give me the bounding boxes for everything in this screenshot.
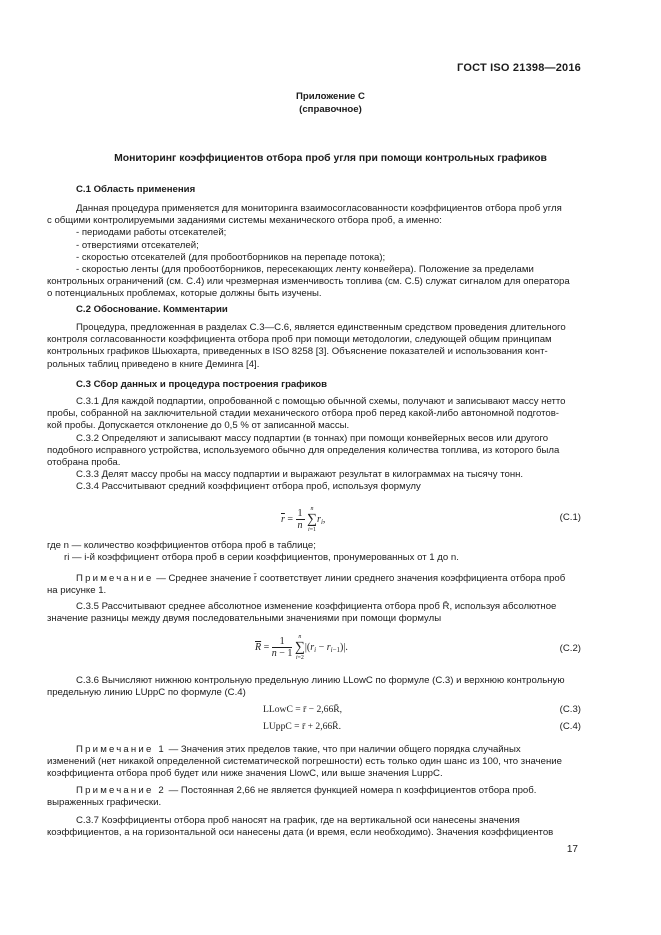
clause-c31 bbox=[47, 396, 583, 494]
note-2-text: — Постоянная 2,66 не является функцией номера n коэффициентов отбора проб. bbox=[165, 785, 537, 796]
annex-subtitle: (справочное) bbox=[299, 104, 362, 115]
text-line: С.3.7 Коэффициенты отбора проб наносят на график, где на вертикальной оси нанесены значения bbox=[76, 815, 520, 826]
text-line: с общими контролируемыми заданиями системы механического отбора проб, а именно: bbox=[47, 215, 442, 227]
equation-c3: LLowC = r̄ − 2,66R̄, bbox=[263, 704, 343, 715]
text-line: контрольных графиков Шьюхарта, приведенных в ISO 8258 [3]. Объяснение показателей и использования конт- bbox=[47, 346, 548, 358]
text-line: пробы, собранной на заключительной стадии механического отбора проб перед какой-либо автономной подготов- bbox=[47, 408, 559, 420]
text-line: подобного исправного устройства, используемого обычно для определения количества топлива, из которого была bbox=[47, 444, 560, 456]
text-line: выраженных графически. bbox=[47, 797, 162, 809]
main-title: Мониторинг коэффициентов отбора проб угля при помощи контрольных графиков bbox=[114, 153, 547, 164]
list-item: - скоростью ленты (для пробоотборников, пересекающих ленту конвейера). Положение за пределами bbox=[76, 264, 534, 276]
annex-title: Приложение С bbox=[296, 91, 365, 102]
list-item: - отверстиями отсекателей; bbox=[76, 239, 199, 251]
text-line: коэффициента отбора проб будет или ниже значения LlowC, или выше значения LuppC. bbox=[47, 768, 443, 780]
text-line: С.3.4 Рассчитывают средний коэффициент отбора проб, используя формулу bbox=[76, 481, 421, 493]
equation-c4: LUppC = r̄ + 2,66R̄. bbox=[263, 721, 341, 732]
where-n: где n — количество коэффициентов отбора проб в таблице; bbox=[47, 540, 316, 551]
text-line: значение разницы между двумя последовательными значениями при помощи формулы bbox=[47, 613, 442, 625]
text-line: на рисунке 1. bbox=[47, 585, 107, 597]
note bbox=[47, 573, 583, 597]
section-c1-heading: С.1 Область применения bbox=[76, 184, 196, 195]
equation-c1-number: (С.1) bbox=[559, 512, 581, 523]
clause-c36 bbox=[47, 675, 583, 699]
text-line: контроля согласованности коэффициента отбора проб при помощи методологии, следующей общим принципам bbox=[47, 334, 552, 346]
text-line: С.3.3 Делят массу пробы на массу подпартии и выражают результат в килограммах на тысячу тонн. bbox=[76, 469, 524, 481]
list-item: - периодами работы отсекателей; bbox=[76, 227, 227, 239]
text-line: отобрана проба. bbox=[47, 457, 121, 469]
section-c3-heading: С.3 Сбор данных и процедура построения графиков bbox=[76, 379, 327, 390]
page-number: 17 bbox=[566, 844, 578, 855]
section-c1-paragraph bbox=[47, 203, 583, 301]
text-line: кой пробы. Допускается отклонение до 0,5 % от записанной массы. bbox=[47, 420, 350, 432]
text-line: рольных таблиц приведено в книге Деминга [4]. bbox=[47, 358, 260, 370]
where-r: ri — i-й коэффициент отбора проб в серии коэффициентов, пронумерованных от 1 до n. bbox=[64, 552, 459, 563]
standard-id: ГОСТ ISO 21398—2016 bbox=[457, 62, 581, 74]
note-2-label: Примечание 2 bbox=[76, 785, 166, 796]
section-c2-paragraph bbox=[47, 322, 583, 371]
text-line: коэффициентов, а на горизонтальной оси нанесены дата (и время, если необходимо). Значения коэффициентов bbox=[47, 827, 554, 839]
note-label: Примечание bbox=[76, 573, 154, 584]
text-line: Процедура, предложенная в разделах С.3—С.6, является единственным средством проведения длительного bbox=[76, 322, 566, 333]
equation-c4-number: (С.4) bbox=[559, 721, 581, 732]
note-1 bbox=[47, 744, 583, 781]
text-line: предельную линию LUppC по формуле (С.4) bbox=[47, 687, 246, 699]
list-item: - скоростью отсекателей (для пробоотборников на перепаде потока); bbox=[76, 251, 386, 263]
equation-c3-number: (С.3) bbox=[559, 704, 581, 715]
text-line: о потенциальных проблемах, которые должны быть изучены. bbox=[47, 288, 322, 300]
clause-c37 bbox=[47, 815, 583, 839]
text-line: С.3.1 Для каждой подпартии, опробованной с помощью обычной схемы, получают и записывают массу нетто bbox=[76, 396, 566, 407]
equation-c1: $\overline{r}$ = $\frac{1}{n}$ n ∑ i=1 $r_i$, bbox=[281, 506, 326, 533]
text-line: Данная процедура применяется для мониторинга взаимосогласованности коэффициентов отбора проб угля bbox=[76, 203, 562, 214]
note-text: — Среднее значение r̄ соответствует линии среднего значения коэффициента отбора проб bbox=[153, 573, 566, 584]
equation-c2-number: (С.2) bbox=[559, 643, 581, 654]
note-1-text: — Значения этих пределов такие, что при наличии общего порядка случайных bbox=[165, 744, 521, 755]
clause-c35 bbox=[47, 601, 583, 625]
text-line: изменений (нет никакой определенной систематической погрешности) есть только один шанс из 100, что значение bbox=[47, 756, 562, 768]
note-2 bbox=[47, 785, 583, 809]
note-1-label: Примечание 1 bbox=[76, 744, 166, 755]
text-line: С.3.5 Рассчитывают среднее абсолютное изменение коэффициента отбора проб R̄, используя абсолютное bbox=[76, 601, 557, 612]
text-line: контрольных ограничений (см. С.4) или чрезмерная изменчивость топлива (см. С.5) служат сигналом для оператора bbox=[47, 276, 570, 288]
text-line: С.3.2 Определяют и записывают массу подпартии (в тоннах) при помощи конвейерных весов или другого bbox=[76, 432, 549, 444]
section-c2-heading: С.2 Обоснование. Комментарии bbox=[76, 304, 228, 315]
text-line: С.3.6 Вычисляют нижнюю контрольную предельную линию LLowC по формуле (С.3) и верхнюю контрольную bbox=[76, 675, 565, 686]
equation-c2: $\overline{R}$ = $\frac{1}{n - 1}$ n ∑ i=2 $|(r_i - r_{i-1})|$. bbox=[255, 634, 348, 661]
